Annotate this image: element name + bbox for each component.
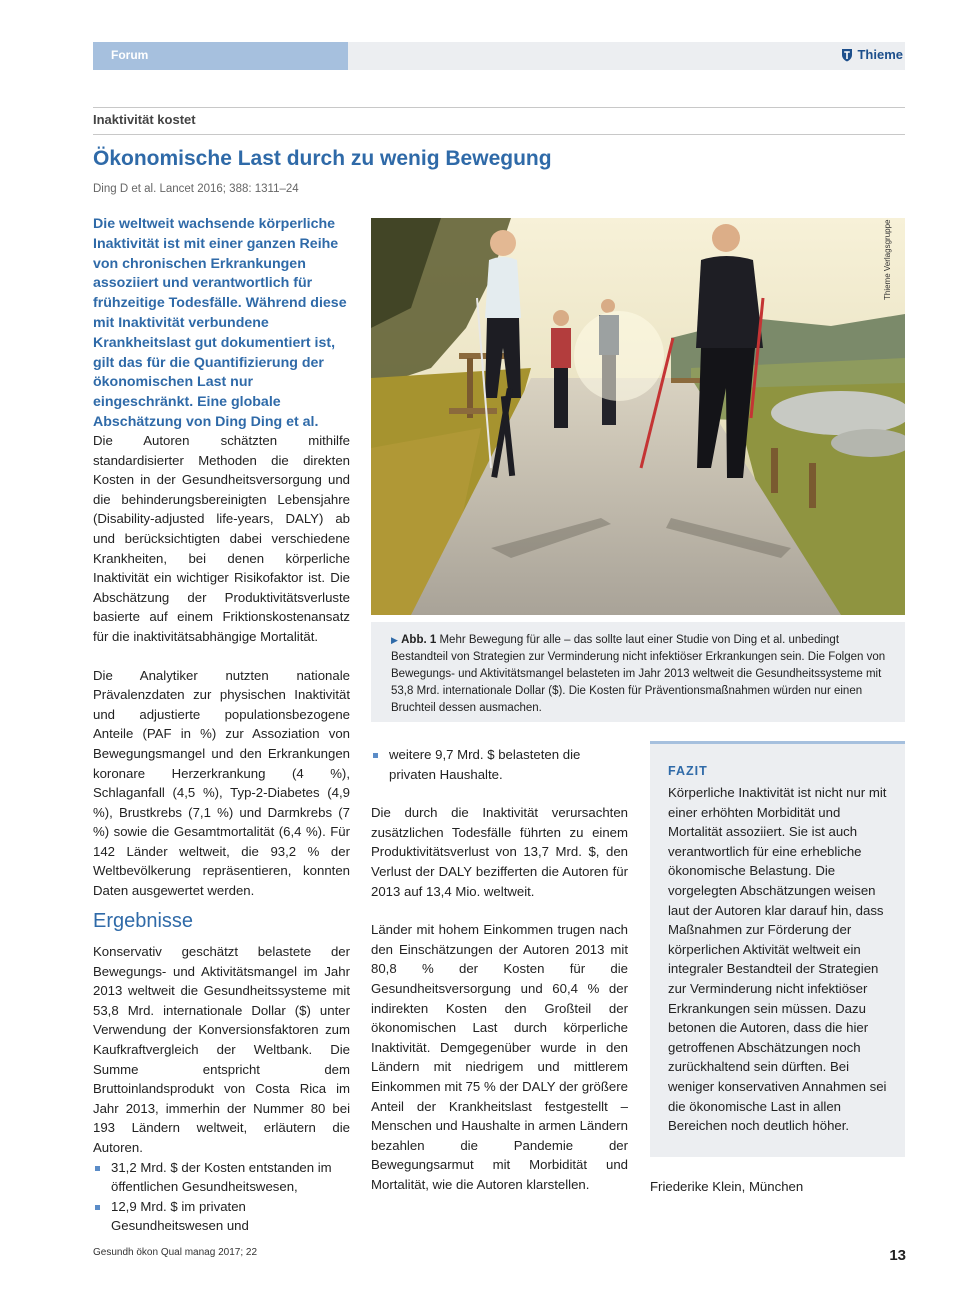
paragraph-income: Länder mit hohem Einkommen trugen nach den Einschätzungen der Autoren 2013 mit 80,8 % der Kosten für die Gesundheitsversorgung und 60,4 % der indirekten Kosten den Großteil der ökonomischen Last durch körperliche Inaktivität. Demgegenüber wurde in den Ländern mit niedrigem und mittlerem Einkommen mit 75 % der DALY der größere Anteil der Krankheitslast festgestellt – Menschen und Haushalte in armen Ländern bezahlen die Pandemie der Bewegungsarmut mit Morbidität und Mortalität, wie die Autoren klarstellen.	[371, 922, 628, 1192]
nordic-walking-photo	[371, 218, 905, 615]
list-item: 12,9 Mrd. $ im privaten Gesundheitswesen und	[93, 1197, 350, 1236]
article-citation: Ding D et al. Lancet 2016; 388: 1311–24	[93, 183, 299, 195]
figure-caption	[391, 632, 891, 717]
results-column	[93, 942, 350, 1236]
publisher-name: Thieme	[857, 47, 903, 62]
thieme-emblem-icon	[841, 48, 853, 62]
section-tab-label: Forum	[111, 48, 149, 62]
results-bullet-list-continued	[371, 745, 628, 784]
list-item: 31,2 Mrd. $ der Kosten entstanden im öffentlichen Gesundheitswesen,	[93, 1158, 350, 1197]
article-kicker: Inaktivität kostet	[93, 112, 196, 127]
paragraph-results: Konservativ geschätzt belastete der Bewegungs- und Aktivitätsmangel im Jahr 2013 weltweit die Gesundheitssysteme mit 53,8 Mrd. internationale Dollar ($) unter Verwendung der Konversionsfaktoren zum Kaufkraftvergleich der Weltbank. Die Summe entspricht dem Bruttoinlandsprodukt von Costa Rica im Jahr 2013, immerhin der Nummer 80 bei 193 Ländern weltweit, erläutern die Autoren.	[93, 944, 350, 1155]
conclusion-box	[650, 741, 905, 1157]
article-lead: Die weltweit wachsende körperliche Inaktivität ist mit einer ganzen Reihe von chronischen Erkrankungen assoziiert und verantwortlich für frühzeitige Todesfälle. Während diese mit Inaktivität verbundene Krankheitslast gut dokumentiert ist, gilt das für die Quantifizierung der ökonomischen Last nur eingeschränkt. Eine globale Abschätzung von Ding Ding et al.	[93, 216, 347, 430]
text-column-middle	[371, 745, 628, 1194]
figure-label: Abb. 1	[401, 634, 437, 646]
paragraph-productivity: Die durch die Inaktivität verursachten zusätzlichen Todesfälle führten zu einem Produktivitätsverlust von 13,7 Mrd. $, den Verlust der DALY bezifferten die Autoren für 2013 auf 13,4 Mio. weltweit.	[371, 805, 628, 899]
list-item: weitere 9,7 Mrd. $ belasteten die privaten Haushalte.	[371, 745, 628, 784]
journal-reference: Gesundh ökon Qual manag 2017; 22	[93, 1247, 258, 1258]
paragraph-methods: Die Autoren schätzten mithilfe standardisierter Methoden die direkten Kosten in der Gesundheitsversorgung und die behinderungsbereinigten Lebensjahre (Disability-adjusted life-years, DALY) ab und berücksichtigten dabei verschiedene Krankheiten, bei denen körperliche Inaktivität ein wichtiger Risikofaktor ist. Die Abschätzung der Produktivitätsverluste basierte auf einem Friktionskostenansatz für die inaktivitätsabhängige Mortalität.	[93, 433, 350, 644]
conclusion-text: Körperliche Inaktivität ist nicht nur mit einer erhöhten Morbidität und Mortalität assoziiert. Sie ist auch verantwortlich für eine erhebliche ökonomische Belastung. Die vorgelegten Abschätzungen weisen laut der Autoren klar darauf hin, dass Maßnahmen zur Förderung der körperlichen Aktivität weltweit ein integraler Bestandteil der Strategien zur Verminderung nicht infektiöser Erkrankungen sein müssen. Dazu betonen die Autoren, dass die hier getroffenen Abschätzungen noch zurückhaltend sein dürften. Bei weniger konservativen Annahmen sei die ökonomische Last in allen Bereichen noch deutlich höher.	[668, 785, 887, 1134]
results-heading: Ergebnisse	[93, 910, 194, 932]
section-tab	[93, 42, 348, 70]
article-title: Ökonomische Last durch zu wenig Bewegung	[93, 147, 552, 170]
caption-arrow-icon: ▶	[391, 635, 398, 645]
paragraph-data: Die Analytiker nutzten nationale Prävalenzdaten zur physischen Inaktivität und adjustierte populationsbezogene Anteile (PAF in %) zur Assoziation von Bewegungsmangel und den Erkrankungen koronare Herzerkrankung (4 %), Schlaganfall (4,5 %), Typ-2-Diabetes (4,9 %), Brustkrebs (7,1 %) und Darmkrebs (7 %) sowie die Gesamtmortalität (6,4 %). Für 142 Länder weltweit, die 93,2 % der Weltbevölkerung repräsentieren, konnten Daten ausgewertet werden.	[93, 667, 350, 899]
figure-photo	[371, 218, 905, 615]
figure-caption-box	[371, 622, 905, 722]
conclusion-heading: FAZIT	[668, 764, 708, 778]
divider-top	[93, 107, 905, 108]
photo-credit: Thieme Verlagsgruppe	[883, 219, 892, 300]
results-bullet-list	[93, 1158, 350, 1236]
figure-caption-text: Mehr Bewegung für alle – das sollte laut einer Studie von Ding et al. unbedingt Bestandteil von Strategien zur Verminderung nicht infektiöser Erkrankungen sein. Die Folgen von Bewegungs- und Aktivitätsmangel belasteten im Jahr 2013 weltweit die Gesundheitssysteme mit 53,8 Mrd. internationale Dollar ($). Die Kosten für Präventionsmaßnahmen würden nur einen Bruchteil dessen ausmachen.	[391, 634, 886, 714]
page-number: 13	[889, 1247, 906, 1264]
text-column-left	[93, 431, 350, 901]
divider-bottom	[93, 134, 905, 135]
article-author: Friederike Klein, München	[650, 1179, 804, 1194]
publisher-logo	[841, 47, 903, 62]
